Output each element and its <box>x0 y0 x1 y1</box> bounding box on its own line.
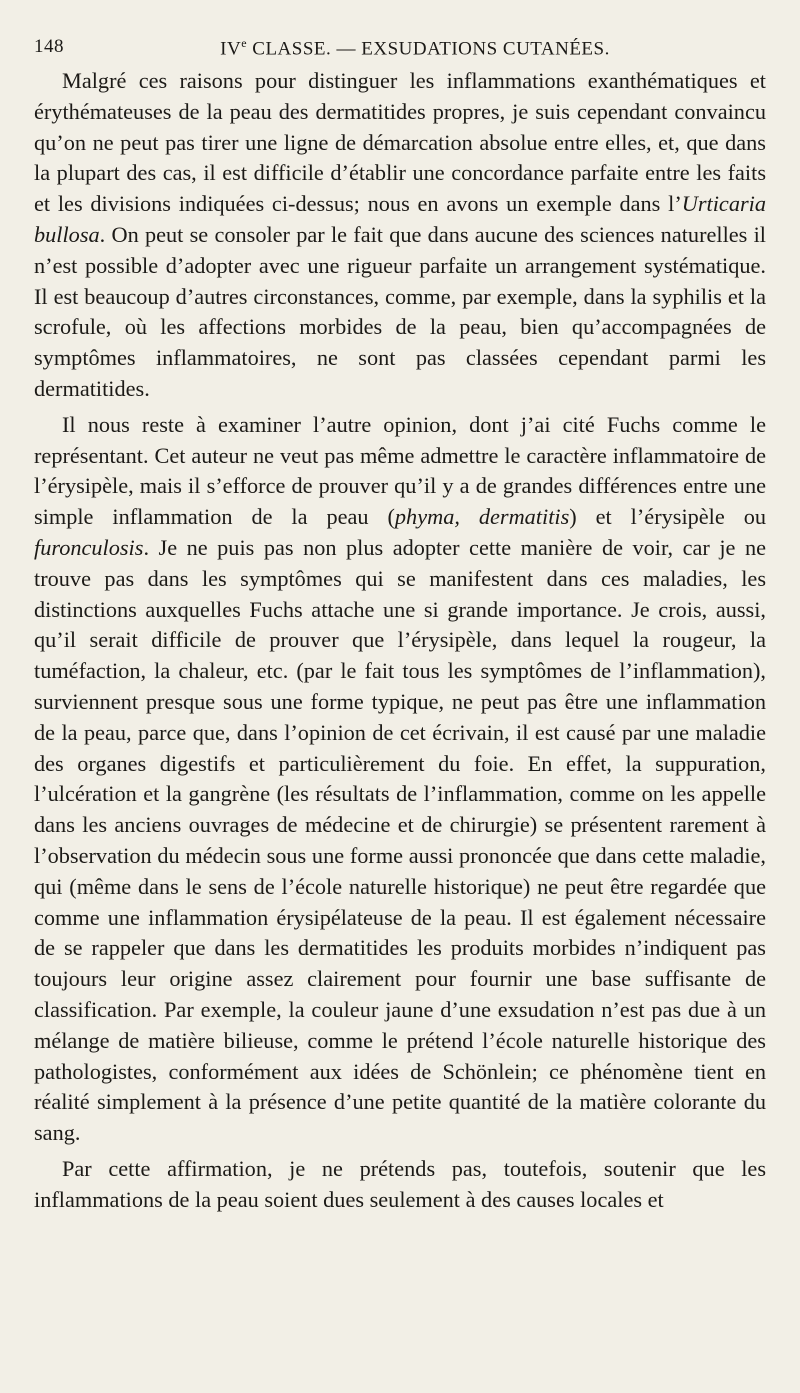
paragraph-3 <box>34 1154 766 1216</box>
paragraph-3-text-a: Par cette affirmation, je ne prétends pas, toutefois, soutenir que les inflammations de la peau soient dues seulement à des causes locales et <box>34 1155 766 1212</box>
class-superscript: e <box>241 36 248 50</box>
paragraph-2 <box>34 410 766 1149</box>
paragraph-2-text-c: . Je ne puis pas non plus adopter cette manière de voir, car je ne trouve pas dans les symptômes qui se manifestent dans ces maladies, les distinctions auxquelles Fuchs attache une si grande importance. Je crois, aussi, qu’il serait difficile de prouver que l’érysipèle, dans lequel la rougeur, la tuméfaction, la chaleur, etc. (par le fait tous les symptômes de l’inflammation), surviennent presque sous une forme typique, ne peut pas être une inflammation de la peau, parce que, dans l’opinion de cet écrivain, il est causé par une maladie des organes digestifs et particulièrement du foie. En effet, la suppuration, l’ulcération et la gangrène (les résultats de l’inflammation, comme on les appelle dans les anciens ouvrages de médecine et de chirurgie) se présentent rarement à l’observation du médecin sous une forme aussi prononcée que dans cette maladie, qui (même dans le sens de l’école naturelle historique) ne peut être regardée que comme une inflammation érysipélateuse de la peau. Il est également nécessaire de se rappeler que dans les dermatitides les produits morbides n’indiquent pas toujours leur origine assez clairement pour fournir une base suffisante de classification. Par exemple, la couleur jaune d’une exsudation n’est pas due à un mélange de matière bilieuse, comme le prétend l’école naturelle historique des pathologistes, conformément aux idées de Schönlein; ce phénomène tient en réalité simplement à la présence d’une petite quantité de la matière colorante du sang. <box>34 534 766 1146</box>
page-number: 148 <box>34 36 64 57</box>
paragraph-1-text-b: . On peut se consoler par le fait que dans aucune des sciences naturelles il n’est possible d’adopter avec une rigueur parfaite un arrangement systématique. Il est beaucoup d’autres circonstances, comme, par exemple, dans la syphilis et la scrofule, où les affections morbides de la peau, bien qu’accompagnées de symptômes inflammatoires, ne sont pas classées cependant parmi les dermatitides. <box>34 221 766 401</box>
paragraph-2-text-b: ) et l’érysipèle ou <box>569 504 767 530</box>
page-header <box>34 28 766 62</box>
running-head <box>34 36 766 60</box>
class-roman: IV <box>220 38 242 60</box>
body-text <box>34 66 766 1215</box>
running-head-title: CLASSE. — EXSUDATIONS CUTANÉES. <box>247 38 610 60</box>
paragraph-2-italic-b: furonculosis <box>34 534 144 560</box>
paragraph-2-text-a: Il nous reste à examiner l’autre opinion, dont j’ai cité Fuchs comme le représentant. Cet auteur ne veut pas même admettre le caractère inflammatoire de l’érysipèle, mais il s’efforce de prouver qu’il y a de grandes différences entre une simple inflammation de la peau ( <box>34 411 766 530</box>
paragraph-1-text-a: Malgré ces raisons pour distinguer les inflammations exanthématiques et érythémateuses de la peau des dermatitides propres, je suis cependant convaincu qu’on ne peut pas tirer une ligne de démarcation absolue entre elles, et, que dans la plupart des cas, il est difficile d’établir une concordance parfaite entre les faits et les divisions indiquées ci-dessus; nous en avons un exemple dans l’ <box>34 68 766 217</box>
paragraph-2-italic-a: phyma, dermatitis <box>394 504 570 530</box>
paragraph-1-italic-a: Urticaria bullosa <box>34 191 766 247</box>
paragraph-1 <box>34 66 766 405</box>
